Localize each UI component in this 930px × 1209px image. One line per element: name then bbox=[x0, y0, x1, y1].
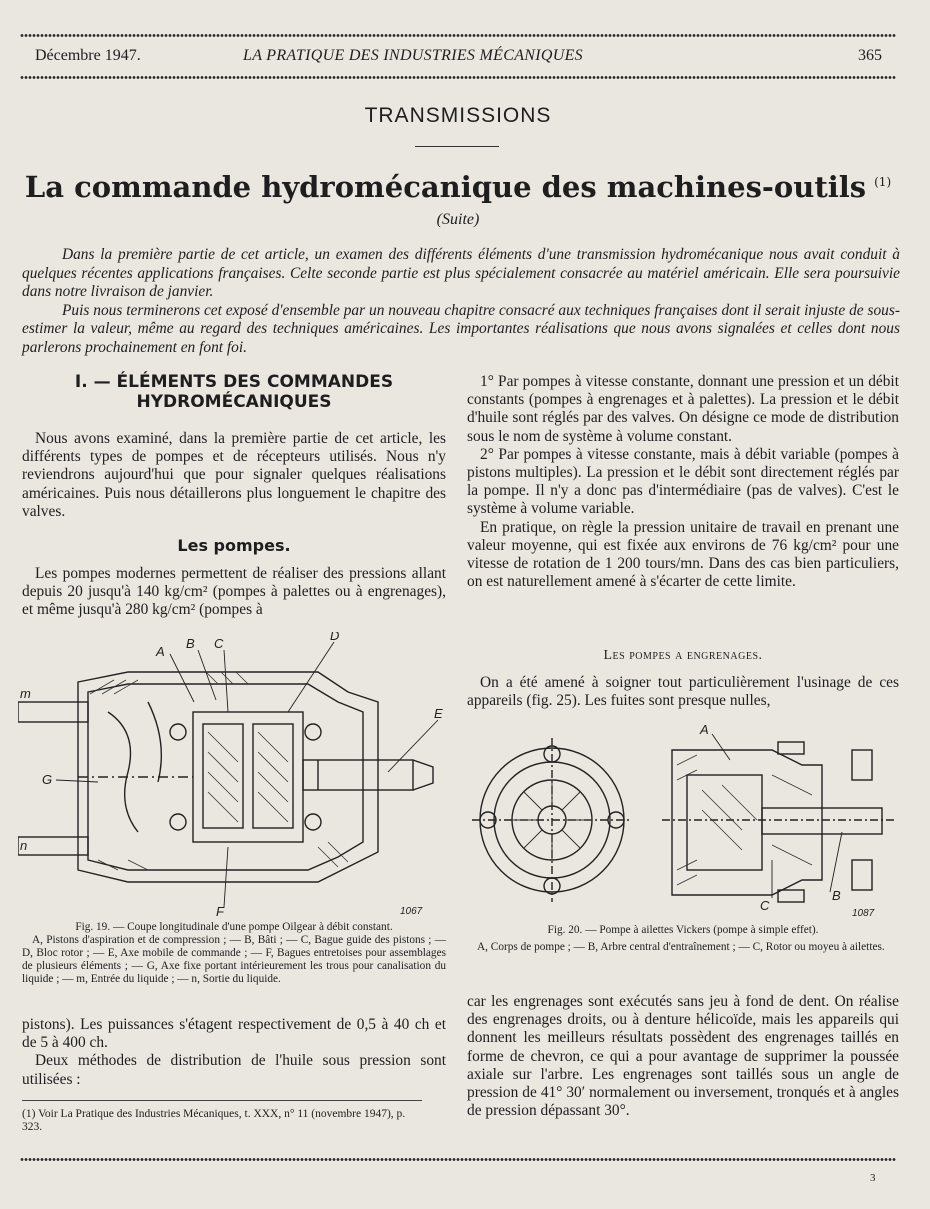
paragraph: 2° Par pompes à vitesse constante, mais à débit variable (pompes à pistons multiples). La pression et le débit sont directement réglés par la pompe. Il n'y a donc pas d'intermédiaire (pas de valves). C'est le système à volume variable. bbox=[467, 445, 899, 518]
title-footnote-ref: (1) bbox=[874, 175, 892, 190]
fig20-caption-legend: A, Corps de pompe ; — B, Arbre central d'entraînement ; — C, Rotor ou moyeu à ailettes. bbox=[477, 941, 885, 953]
fig20-label: A bbox=[700, 722, 709, 737]
right-column-text bbox=[467, 373, 899, 591]
fig19-label: F bbox=[216, 904, 224, 918]
footnote: (1) Voir La Pratique des Industries Mécaniques, t. XXX, n° 11 (novembre 1947), p. 323. bbox=[22, 1108, 406, 1133]
header-dotted-rule bbox=[20, 75, 896, 80]
article-title-text: La commande hydromécanique des machines-outils bbox=[24, 170, 867, 204]
fig19-label: B bbox=[186, 636, 195, 651]
header-date: Décembre 1947. bbox=[35, 47, 141, 64]
fig19-pump-section-drawing bbox=[18, 632, 450, 918]
fig19-label: D bbox=[330, 632, 340, 643]
paragraph: car les engrenages sont exécutés sans jeu à fond de dent. On réalise des engrenages droits, ou à denture hélicoïde, mais les appareils qui donnent les meilleurs résultats possèdent des engrenages taillés en forme de chevron, ce qui a pour avantage de supprimer la poussée axiale sur l'arbre. Les engrenages sont taillés sous un angle de pression de 41° 30′ normalement ou inversement, tronqués et à angles de pression dépassant 30°. bbox=[467, 993, 899, 1120]
intro-paragraph: Dans la première partie de cet article, un examen des différents éléments d'une transmission hydromécanique nous avait conduit à quelques récentes applications françaises. Celte seconde partie est plus spécialement consacrée au matériel américain. Elle sera poursuivie dans notre livraison de janvier. bbox=[22, 246, 900, 300]
paragraph: Nous avons examiné, dans la première partie de cet article, les différents types de pompes et de récepteurs utilisés. Nous n'y reviendrons aujourd'hui que pour signaler quelques réalisations américaines. Puis nous détaillerons plus longuement le chapitre des valves. bbox=[22, 430, 446, 520]
fig19-label: E bbox=[434, 706, 443, 721]
fig19-code: 1067 bbox=[400, 906, 423, 917]
footer-dotted-rule bbox=[20, 1157, 896, 1162]
fig19-label: G bbox=[42, 772, 53, 787]
section-title: TRANSMISSIONS bbox=[364, 104, 552, 127]
top-dotted-rule bbox=[20, 33, 896, 38]
fig20-caption-title: Fig. 20. — Pompe à ailettes Vickers (pompe à simple effet). bbox=[547, 924, 819, 936]
right-paragraph-5 bbox=[467, 993, 899, 1120]
subheading-pompes-engrenages: Les pompes a engrenages. bbox=[603, 648, 763, 663]
subheading-pompes: Les pompes. bbox=[177, 536, 291, 555]
footnote-rule bbox=[22, 1100, 422, 1101]
paragraph: En pratique, on règle la pression unitaire de travail en prenant une valeur moyenne, qui est fixée aux environs de 76 kg/cm² pour une vitesse de rotation de 1 200 tours/mn. Dans des cas bien particuliers, on est naturellement amené à s'écarter de cette limite. bbox=[467, 518, 899, 591]
left-paragraph-1 bbox=[22, 430, 446, 521]
title-divider bbox=[415, 146, 499, 147]
fig19-caption-title: Fig. 19. — Coupe longitudinale d'une pompe Oilgear à débit constant. bbox=[75, 921, 393, 933]
paragraph: On a été amené à soigner tout particulièrement l'usinage de ces appareils (fig. 25). Les fuites sont presque nulles, bbox=[467, 674, 899, 710]
fig19-label: m bbox=[20, 686, 31, 701]
article-subtitle: (Suite) bbox=[436, 211, 480, 228]
fig19-label: A bbox=[156, 644, 165, 659]
fig19-label: n bbox=[20, 838, 28, 853]
section-heading bbox=[22, 372, 446, 412]
fig19-label: C bbox=[214, 636, 224, 651]
fig20-label: C bbox=[760, 898, 770, 913]
right-paragraph-4 bbox=[467, 674, 899, 710]
fig20-code: 1087 bbox=[852, 908, 875, 919]
fig19-caption bbox=[22, 921, 446, 986]
header-journal: LA PRATIQUE DES INDUSTRIES MÉCANIQUES bbox=[243, 47, 583, 64]
fig20-caption bbox=[467, 924, 899, 954]
fig19-caption-legend: A, Pistons d'aspiration et de compression ; — B, Bâti ; — C, Bague guide des pistons ; — D, Bloc rotor ; — E, Axe mobile de commande ; — F, Bagues entretoises pour assemblages de plusieurs éléments ; — G, Axe fixe portant intérieurement les trous pour canalisation du liquide ; — m, Entrée du liquide ; — n, Sortie du liquide. bbox=[22, 934, 446, 985]
section-heading-text: I. — ÉLÉMENTS DES COMMANDES HYDROMÉCANIQUES bbox=[74, 372, 394, 412]
paragraph: Les pompes modernes permettent de réaliser des pressions allant depuis 20 jusqu'à 140 kg/cm² (pompes à palettes ou à engrenages), et même jusqu'à 280 kg/cm² (pompes à bbox=[22, 565, 446, 619]
paragraph: Deux méthodes de distribution de l'huile sous pression sont utilisées : bbox=[22, 1052, 446, 1088]
fig20-vane-pump-drawing bbox=[472, 720, 900, 920]
article-title bbox=[0, 170, 916, 204]
intro-paragraph: Puis nous terminerons cet exposé d'ensemble par un nouveau chapitre consacré aux techniques françaises dont il serait injuste de sous-estimer la valeur, même au regard des techniques américaines. Les importantes réalisations que nous avons signalées et celles dont nous parlerons prochainement en font foi. bbox=[22, 301, 900, 356]
header-page-number: 365 bbox=[858, 47, 882, 64]
paragraph: 1° Par pompes à vitesse constante, donnant une pression et un débit constants (pompes à engrenages et à palettes). La pression et le débit d'huile sont réglés par des valves. On désigne ce mode de distribution sous le nom de système à volume constant. bbox=[467, 373, 899, 445]
paragraph: pistons). Les puissances s'étagent respectivement de 0,5 à 40 ch et de 5 à 400 ch. bbox=[22, 1016, 446, 1052]
fig20-label: B bbox=[832, 888, 841, 903]
footer-page-marker: 3 bbox=[870, 1172, 876, 1184]
intro-block bbox=[22, 246, 900, 357]
left-paragraph-2 bbox=[22, 565, 446, 620]
left-paragraph-3 bbox=[22, 1016, 446, 1089]
